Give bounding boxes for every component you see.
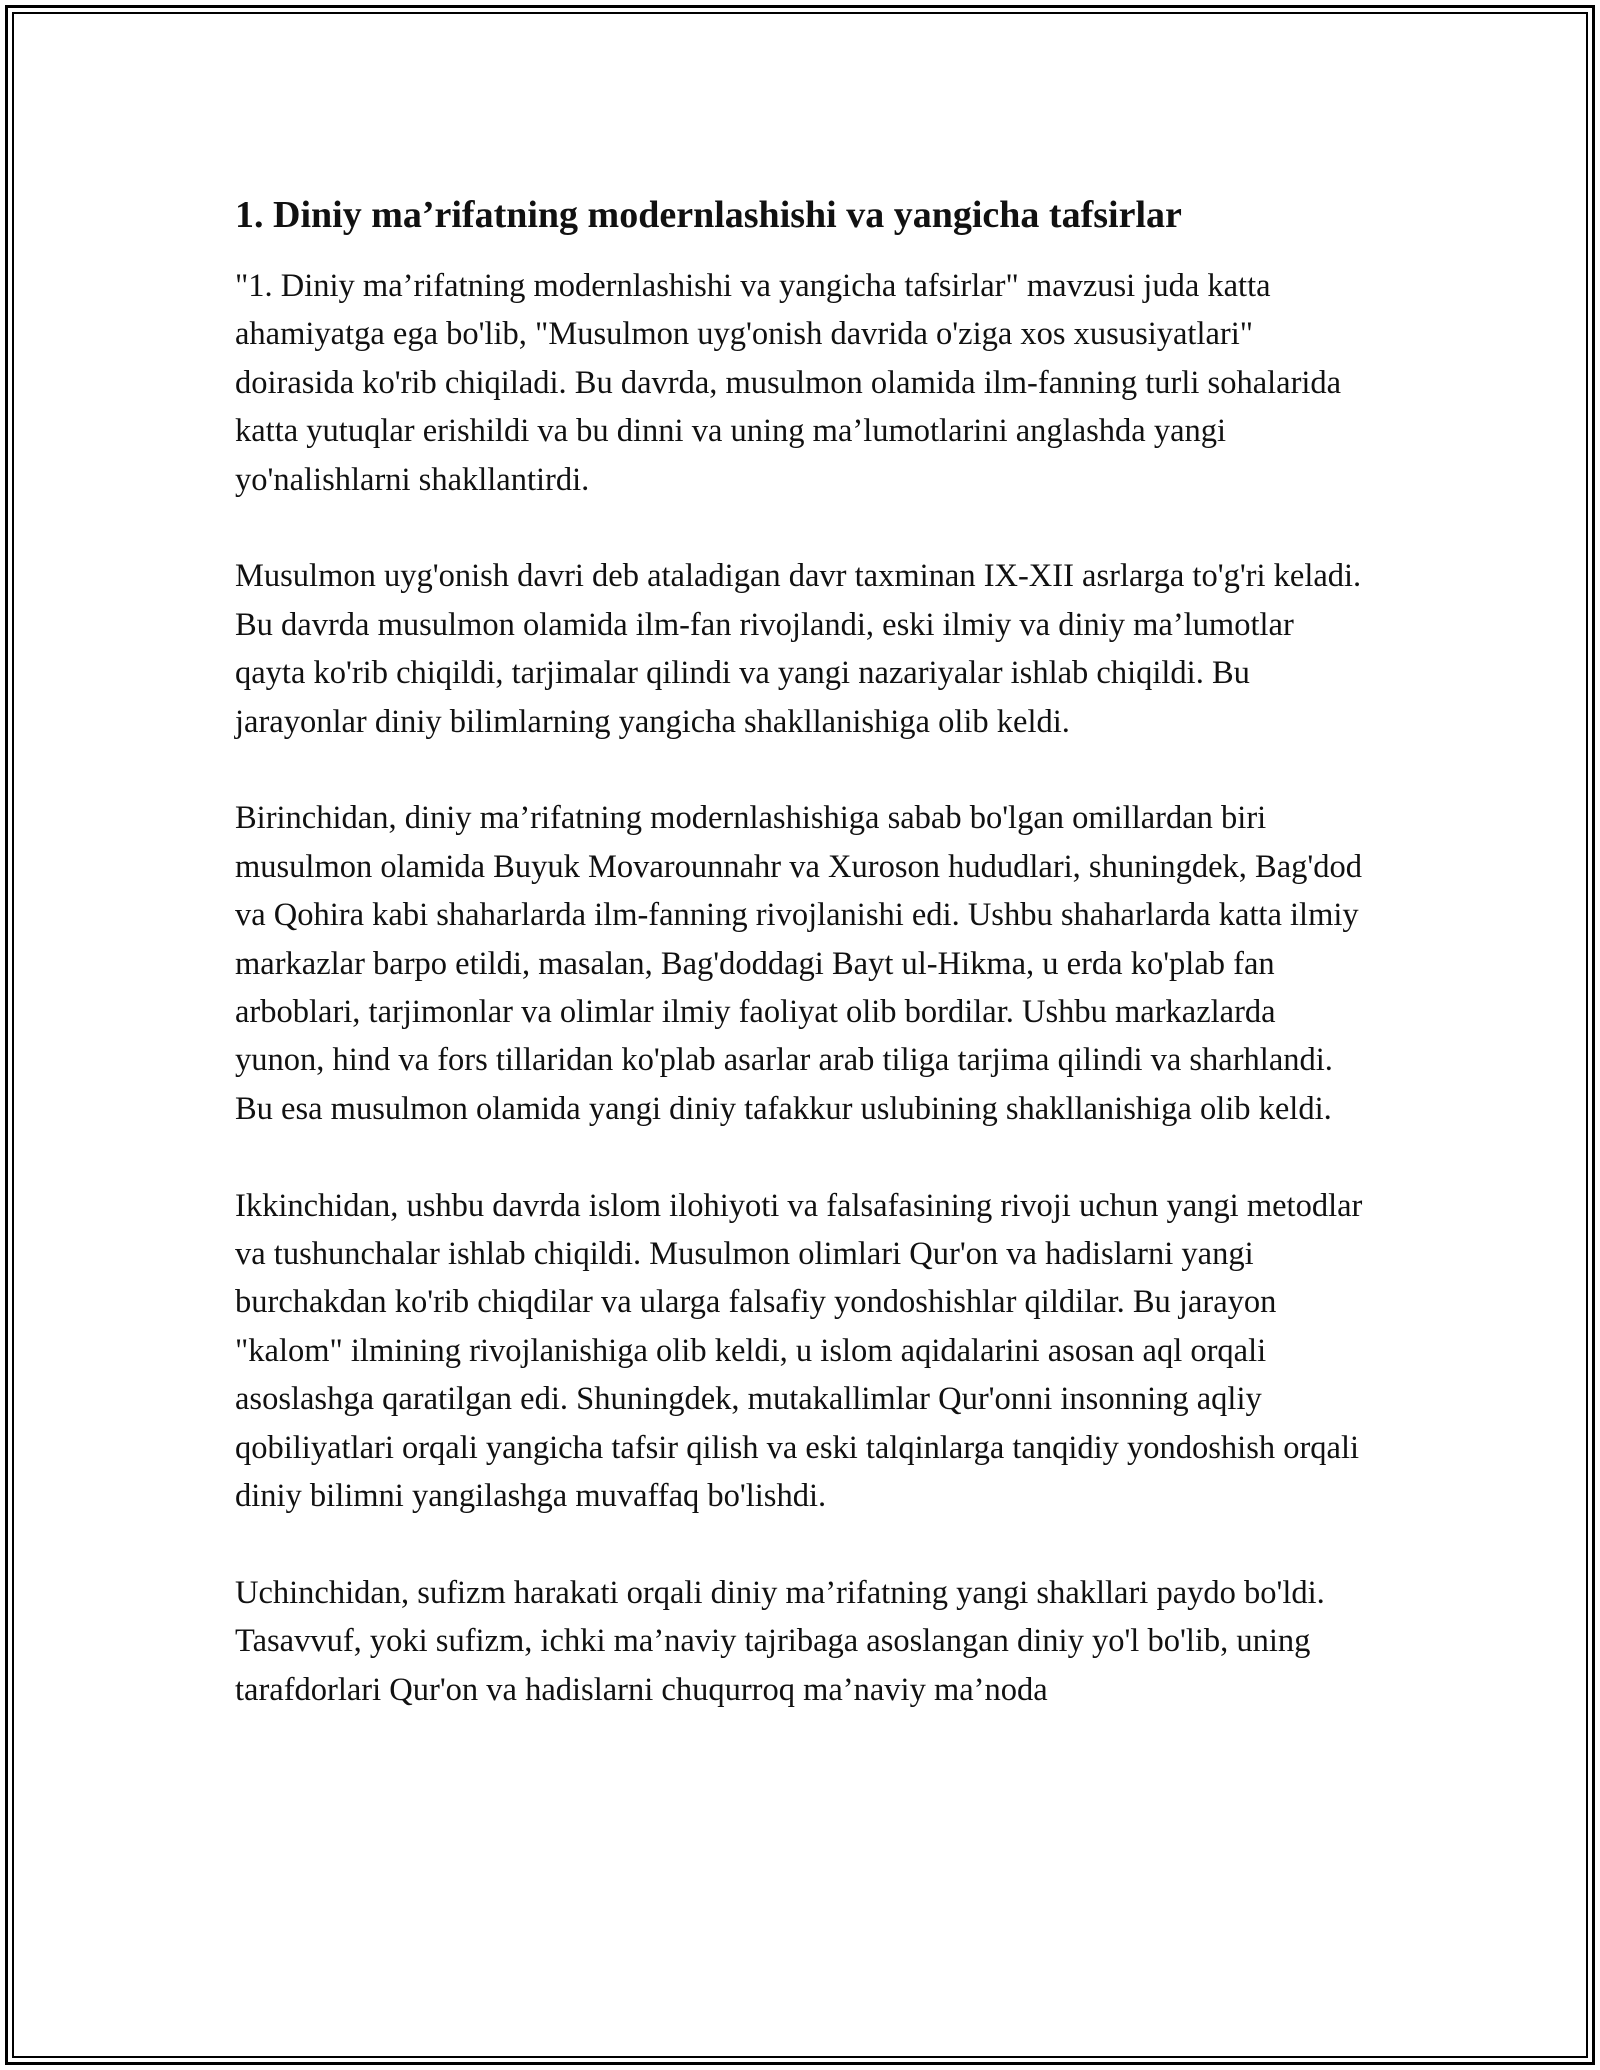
paragraph-2: Musulmon uyg'onish davri deb ataladigan davr taxminan IX-XII asrlarga to'g'ri keladi. Bu davrda musulmon olamida ilm-fan rivojlandi, eski ilmiy va diniy ma’lumotlar qayta ko'rib chiqildi, tarjimalar qilindi va yangi nazariyalar ishlab chiqildi. Bu jarayonlar diniy bilimlarning yangicha shakllanishiga olib keldi. bbox=[235, 558, 1362, 740]
paragraph-4: Ikkinchidan, ushbu davrda islom ilohiyoti va falsafasining rivoji uchun yangi metodlar va tushunchalar ishlab chiqildi. Musulmon olimlari Qur'on va hadislarni yangi burchakdan ko'rib chiqdilar va ularga falsafiy yondoshishlar qildilar. Bu jarayon "kalom" ilmining rivojlanishiga olib keldi, u islom aqidalarini asosan aql orqali asoslashga qaratilgan edi. Shuningdek, mutakallimlar Qur'onni insonning aqliy qobiliyatlari orqali yangicha tafsir qilish va eski talqinlarga tanqidiy yondoshish orqali diniy bilimni yangilashga muvaffaq bo'lishdi. bbox=[235, 1187, 1363, 1515]
document-body bbox=[235, 190, 1370, 1763]
section-heading: 1. Diniy ma’rifatning modernlashishi va yangicha tafsirlar bbox=[235, 194, 1182, 236]
paragraph-1: "1. Diniy ma’rifatning modernlashishi va yangicha tafsirlar" mavzusi juda katta ahamiyatga ega bo'lib, "Musulmon uyg'onish davrida o'ziga xos xususiyatlari" doirasida ko'rib chiqiladi. Bu davrda, musulmon olamida ilm-fanning turli sohalarida katta yutuqlar erishildi va bu dinni va uning ma’lumotlarini anglashda yangi yo'nalishlarni shakllantirdi. bbox=[235, 268, 1342, 498]
paragraph-5: Uchinchidan, sufizm harakati orqali diniy ma’rifatning yangi shakllari paydo bo'ldi. Tasavvuf, yoki sufizm, ichki ma’naviy tajribaga asoslangan diniy yo'l bo'lib, uning tarafdorlari Qur'on va hadislarni chuqurroq ma’naviy ma’noda bbox=[235, 1574, 1325, 1708]
paragraph-3: Birinchidan, diniy ma’rifatning modernlashishiga sabab bo'lgan omillardan biri musulmon olamida Buyuk Movarounnahr va Xuroson hududlari, shuningdek, Bag'dod va Qohira kabi shaharlarda ilm-fanning rivojlanishi edi. Ushbu shaharlarda katta ilmiy markazlar barpo etildi, masalan, Bag'doddagi Bayt ul-Hikma, u erda ko'plab fan arboblari, tarjimonlar va olimlar ilmiy faoliyat olib bordilar. Ushbu markazlarda yunon, hind va fors tillaridan ko'plab asarlar arab tiliga tarjima qilindi va sharhlandi. Bu esa musulmon olamida yangi diniy tafakkur uslubining shakllanishiga olib keldi. bbox=[235, 800, 1362, 1127]
